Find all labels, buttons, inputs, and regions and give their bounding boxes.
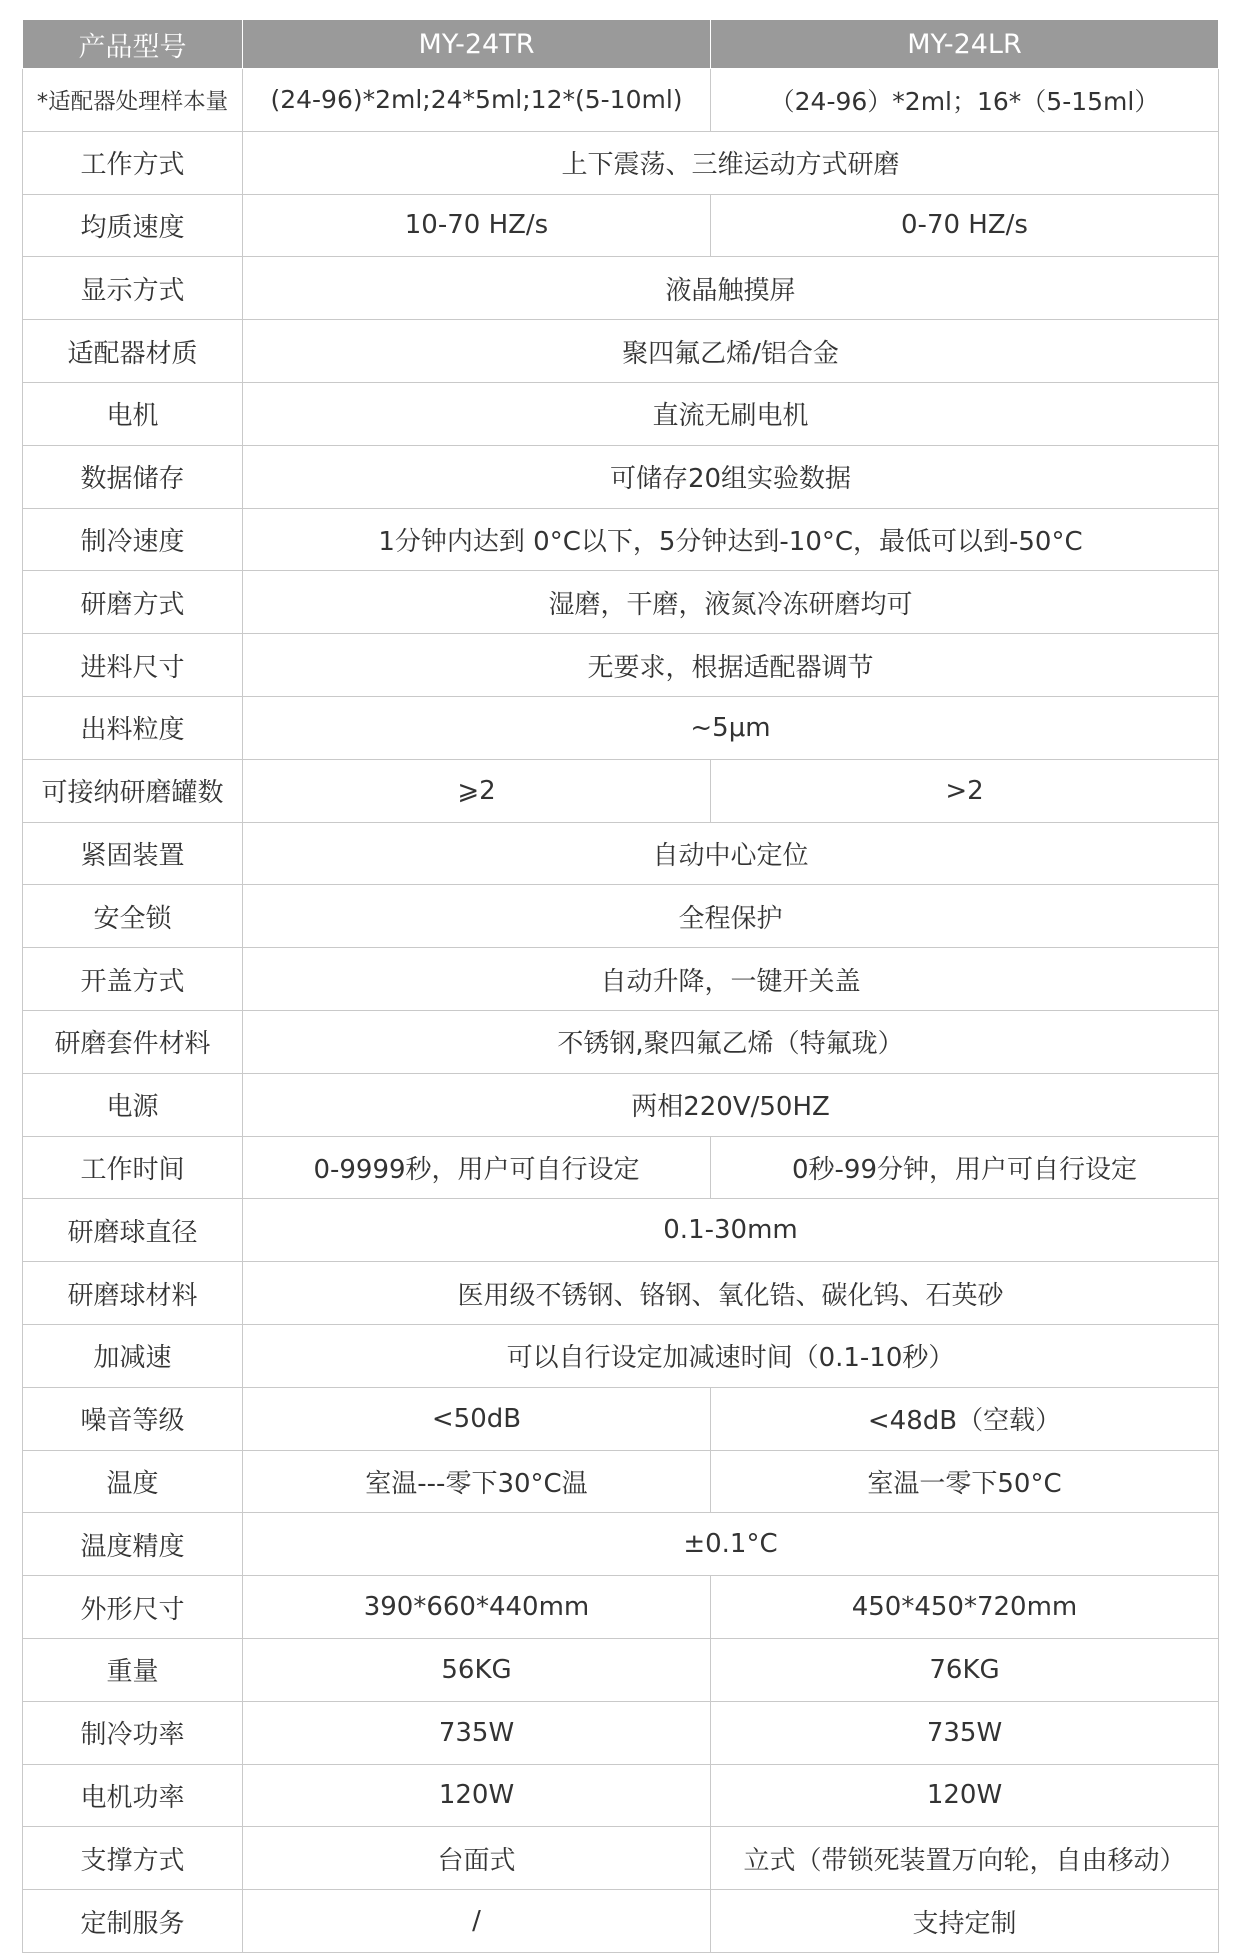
row-label: 制冷速度 bbox=[23, 508, 243, 571]
spec-table-body bbox=[23, 69, 1219, 1953]
row-value-lr: >2 bbox=[711, 759, 1219, 822]
row-value-tr: 0-9999秒，用户可自行设定 bbox=[243, 1136, 711, 1199]
table-row bbox=[23, 131, 1219, 194]
spec-table bbox=[22, 19, 1219, 1953]
table-row bbox=[23, 1890, 1219, 1953]
table-row bbox=[23, 1136, 1219, 1199]
row-value-lr: 0秒-99分钟，用户可自行设定 bbox=[711, 1136, 1219, 1199]
row-value-shared: 0.1-30mm bbox=[243, 1199, 1219, 1262]
row-value-shared: 两相220V/50HZ bbox=[243, 1073, 1219, 1136]
row-label: 支撑方式 bbox=[23, 1827, 243, 1890]
row-label: 显示方式 bbox=[23, 257, 243, 320]
table-row bbox=[23, 1262, 1219, 1325]
row-label: 电机 bbox=[23, 382, 243, 445]
header-product-model: 产品型号 bbox=[23, 20, 243, 69]
row-label: 研磨球材料 bbox=[23, 1262, 243, 1325]
row-label: 温度精度 bbox=[23, 1513, 243, 1576]
table-row bbox=[23, 1199, 1219, 1262]
table-row bbox=[23, 696, 1219, 759]
row-value-tr: 120W bbox=[243, 1764, 711, 1827]
row-label: 工作时间 bbox=[23, 1136, 243, 1199]
row-label: 重量 bbox=[23, 1638, 243, 1701]
row-value-shared: 自动升降，一键开关盖 bbox=[243, 948, 1219, 1011]
header-model-tr: MY-24TR bbox=[243, 20, 711, 69]
table-row bbox=[23, 194, 1219, 257]
header-model-lr: MY-24LR bbox=[711, 20, 1219, 69]
table-row bbox=[23, 759, 1219, 822]
table-row bbox=[23, 571, 1219, 634]
row-value-lr: 室温一零下50°C bbox=[711, 1450, 1219, 1513]
row-value-lr: （24-96）*2ml；16*（5-15ml） bbox=[711, 69, 1219, 132]
row-label: 安全锁 bbox=[23, 885, 243, 948]
row-value-shared: 无要求，根据适配器调节 bbox=[243, 634, 1219, 697]
row-value-shared: 医用级不锈钢、铬钢、氧化锆、碳化钨、石英砂 bbox=[243, 1262, 1219, 1325]
table-row bbox=[23, 885, 1219, 948]
row-value-tr: / bbox=[243, 1890, 711, 1953]
table-row bbox=[23, 1701, 1219, 1764]
row-value-lr: 立式（带锁死装置万向轮，自由移动） bbox=[711, 1827, 1219, 1890]
table-row bbox=[23, 634, 1219, 697]
row-label: 开盖方式 bbox=[23, 948, 243, 1011]
row-value-tr: (24-96)*2ml;24*5ml;12*(5-10ml) bbox=[243, 69, 711, 132]
row-value-shared: ~5μm bbox=[243, 696, 1219, 759]
row-value-shared: ±0.1°C bbox=[243, 1513, 1219, 1576]
row-value-tr: 台面式 bbox=[243, 1827, 711, 1890]
row-value-tr: <50dB bbox=[243, 1387, 711, 1450]
row-value-lr: 735W bbox=[711, 1701, 1219, 1764]
row-label: 出料粒度 bbox=[23, 696, 243, 759]
row-label: *适配器处理样本量 bbox=[23, 69, 243, 132]
row-label: 电机功率 bbox=[23, 1764, 243, 1827]
row-label: 制冷功率 bbox=[23, 1701, 243, 1764]
table-row bbox=[23, 445, 1219, 508]
row-label: 研磨球直径 bbox=[23, 1199, 243, 1262]
table-row bbox=[23, 1513, 1219, 1576]
row-value-tr: 735W bbox=[243, 1701, 711, 1764]
table-row bbox=[23, 69, 1219, 132]
row-value-shared: 湿磨，干磨，液氮冷冻研磨均可 bbox=[243, 571, 1219, 634]
row-value-lr: 76KG bbox=[711, 1638, 1219, 1701]
row-value-tr: 10-70 HZ/s bbox=[243, 194, 711, 257]
row-value-tr: 室温---零下30°C温 bbox=[243, 1450, 711, 1513]
row-label: 紧固装置 bbox=[23, 822, 243, 885]
row-value-shared: 全程保护 bbox=[243, 885, 1219, 948]
row-label: 外形尺寸 bbox=[23, 1576, 243, 1639]
row-label: 可接纳研磨罐数 bbox=[23, 759, 243, 822]
row-value-lr: 120W bbox=[711, 1764, 1219, 1827]
row-value-tr: ⩾2 bbox=[243, 759, 711, 822]
row-value-shared: 可以自行设定加减速时间（0.1-10秒） bbox=[243, 1324, 1219, 1387]
row-label: 噪音等级 bbox=[23, 1387, 243, 1450]
row-value-tr: 390*660*440mm bbox=[243, 1576, 711, 1639]
row-label: 均质速度 bbox=[23, 194, 243, 257]
row-value-lr: <48dB（空载） bbox=[711, 1387, 1219, 1450]
row-value-lr: 支持定制 bbox=[711, 1890, 1219, 1953]
table-row bbox=[23, 1576, 1219, 1639]
table-row bbox=[23, 1387, 1219, 1450]
spec-table-container bbox=[22, 19, 1218, 1953]
row-value-shared: 聚四氟乙烯/铝合金 bbox=[243, 320, 1219, 383]
row-value-shared: 液晶触摸屏 bbox=[243, 257, 1219, 320]
row-label: 工作方式 bbox=[23, 131, 243, 194]
header-row bbox=[23, 20, 1219, 69]
row-value-shared: 不锈钢,聚四氟乙烯（特氟珑） bbox=[243, 1010, 1219, 1073]
row-value-shared: 上下震荡、三维运动方式研磨 bbox=[243, 131, 1219, 194]
table-row bbox=[23, 1073, 1219, 1136]
row-value-lr: 450*450*720mm bbox=[711, 1576, 1219, 1639]
table-row bbox=[23, 1450, 1219, 1513]
table-row bbox=[23, 1827, 1219, 1890]
table-row bbox=[23, 1638, 1219, 1701]
row-label: 数据储存 bbox=[23, 445, 243, 508]
table-row bbox=[23, 382, 1219, 445]
row-value-shared: 直流无刷电机 bbox=[243, 382, 1219, 445]
row-label: 温度 bbox=[23, 1450, 243, 1513]
table-row bbox=[23, 822, 1219, 885]
row-label: 电源 bbox=[23, 1073, 243, 1136]
row-value-shared: 可储存20组实验数据 bbox=[243, 445, 1219, 508]
row-value-tr: 56KG bbox=[243, 1638, 711, 1701]
table-row bbox=[23, 1324, 1219, 1387]
row-label: 定制服务 bbox=[23, 1890, 243, 1953]
row-label: 研磨方式 bbox=[23, 571, 243, 634]
row-label: 研磨套件材料 bbox=[23, 1010, 243, 1073]
table-row bbox=[23, 508, 1219, 571]
row-value-shared: 自动中心定位 bbox=[243, 822, 1219, 885]
table-row bbox=[23, 948, 1219, 1011]
table-row bbox=[23, 257, 1219, 320]
row-label: 加减速 bbox=[23, 1324, 243, 1387]
table-row bbox=[23, 1764, 1219, 1827]
row-value-lr: 0-70 HZ/s bbox=[711, 194, 1219, 257]
row-label: 进料尺寸 bbox=[23, 634, 243, 697]
table-row bbox=[23, 320, 1219, 383]
row-value-shared: 1分钟内达到 0°C以下，5分钟达到-10°C，最低可以到-50°C bbox=[243, 508, 1219, 571]
row-label: 适配器材质 bbox=[23, 320, 243, 383]
table-row bbox=[23, 1010, 1219, 1073]
